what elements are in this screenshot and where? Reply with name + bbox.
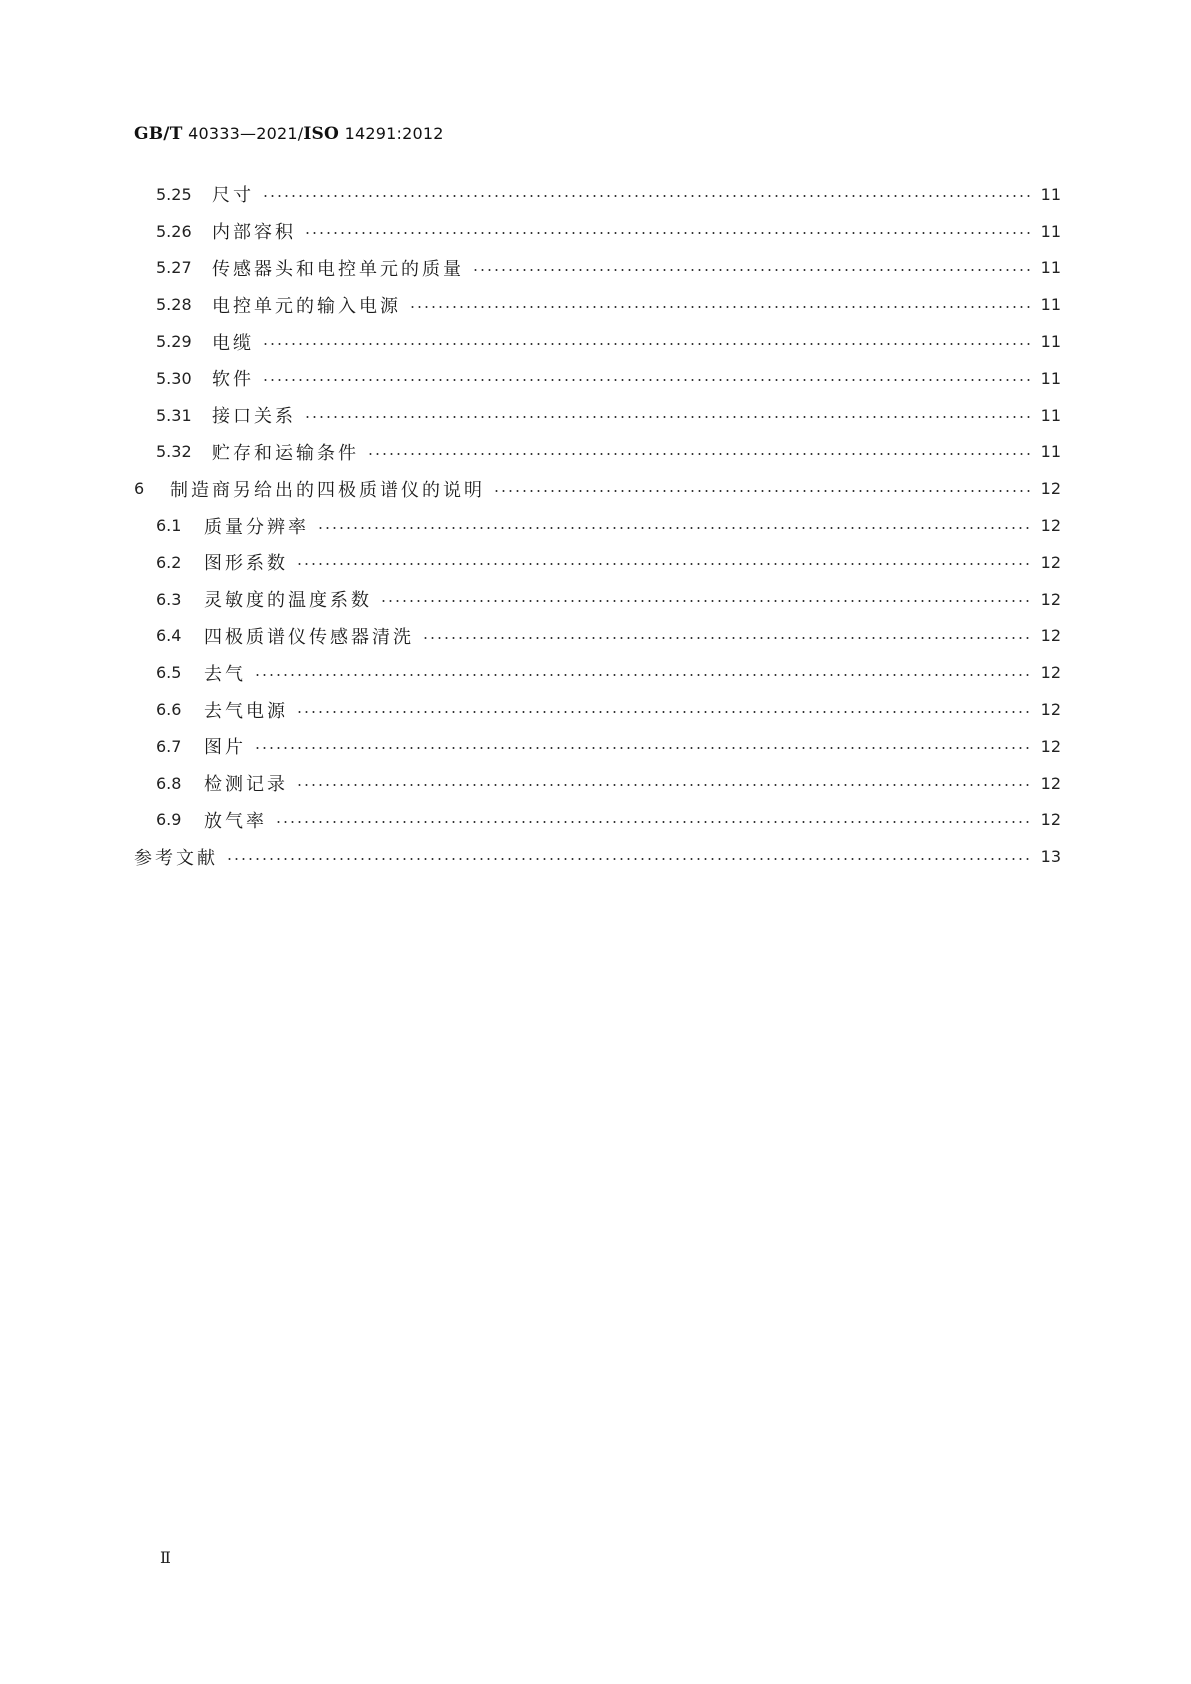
toc-entry-page: 12 (1040, 700, 1061, 720)
toc-entry-number: 5.29 (156, 332, 192, 352)
toc-entry[interactable] (134, 250, 1061, 287)
toc-entry-title: 尺寸 (212, 185, 254, 207)
toc-entry[interactable] (134, 323, 1061, 360)
leader-dots (380, 600, 1031, 602)
toc-entry-title: 电控单元的输入电源 (212, 295, 401, 317)
toc-entry-page: 12 (1040, 479, 1061, 499)
iso-number: 14291:2012 (344, 124, 444, 143)
toc-entry[interactable] (134, 618, 1061, 655)
toc-entry-number: 6.3 (156, 589, 182, 609)
toc-entry-page: 11 (1040, 295, 1061, 315)
leader-dots (422, 637, 1031, 639)
toc-chapter-entry[interactable] (134, 470, 1061, 507)
toc-entry-page: 12 (1040, 626, 1061, 646)
toc-entry-number: 6.4 (156, 626, 182, 646)
leader-dots (226, 858, 1031, 860)
table-of-contents (134, 176, 1061, 875)
toc-entry[interactable] (134, 507, 1061, 544)
toc-entry-page: 11 (1040, 258, 1061, 278)
toc-entry[interactable] (134, 691, 1061, 728)
toc-entry-number: 5.25 (156, 184, 192, 204)
leader-dots (296, 711, 1031, 713)
toc-entry-page: 11 (1040, 221, 1061, 241)
toc-references-entry[interactable] (134, 838, 1061, 875)
leader-dots (262, 379, 1031, 381)
toc-entry-page: 11 (1040, 184, 1061, 204)
leader-dots (254, 747, 1031, 749)
toc-entry[interactable] (134, 286, 1061, 323)
standard-prefix: GB/T (134, 124, 183, 144)
leader-dots (409, 306, 1031, 308)
toc-entry-title: 软件 (212, 369, 254, 391)
toc-entry-title: 参考文献 (134, 847, 218, 869)
toc-entry-title: 图形系数 (204, 553, 288, 575)
leader-dots (367, 453, 1031, 455)
leader-dots (493, 490, 1031, 492)
toc-entry[interactable] (134, 765, 1061, 802)
toc-entry-title: 图片 (204, 737, 246, 759)
toc-entry-title: 去气电源 (204, 700, 288, 722)
toc-entry-number: 5.26 (156, 221, 192, 241)
toc-entry-number: 6 (134, 479, 145, 499)
toc-entry-page: 11 (1040, 405, 1061, 425)
toc-entry[interactable] (134, 544, 1061, 581)
toc-entry-title: 检测记录 (204, 774, 288, 796)
toc-entry-title: 四极质谱仪传感器清洗 (204, 626, 414, 648)
document-header (134, 124, 444, 144)
toc-entry-number: 6.7 (156, 736, 182, 756)
toc-entry-number: 6.6 (156, 700, 182, 720)
toc-entry-title: 去气 (204, 663, 246, 685)
toc-entry-number: 5.28 (156, 295, 192, 315)
toc-entry[interactable] (134, 213, 1061, 250)
toc-entry-page: 11 (1040, 442, 1061, 462)
toc-entry-page: 12 (1040, 663, 1061, 683)
toc-entry-number: 6.1 (156, 516, 182, 536)
toc-entry-page: 12 (1040, 736, 1061, 756)
toc-entry-title: 传感器头和电控单元的质量 (212, 258, 464, 280)
toc-entry-title: 质量分辨率 (204, 516, 309, 538)
leader-dots (304, 232, 1031, 234)
toc-entry-page: 13 (1040, 847, 1061, 867)
toc-entry-page: 12 (1040, 773, 1061, 793)
toc-entry-number: 5.32 (156, 442, 192, 462)
toc-entry-number: 5.30 (156, 368, 192, 388)
leader-dots (296, 784, 1031, 786)
toc-entry[interactable] (134, 728, 1061, 765)
toc-entry-page: 12 (1040, 552, 1061, 572)
toc-entry[interactable] (134, 802, 1061, 839)
toc-entry-number: 6.5 (156, 663, 182, 683)
toc-entry-title: 制造商另给出的四极质谱仪的说明 (170, 479, 485, 501)
toc-entry-number: 6.8 (156, 773, 182, 793)
toc-entry[interactable] (134, 434, 1061, 471)
iso-prefix: ISO (303, 124, 340, 144)
toc-entry-title: 灵敏度的温度系数 (204, 590, 372, 612)
leader-dots (296, 563, 1031, 565)
toc-entry[interactable] (134, 581, 1061, 618)
toc-entry-number: 5.27 (156, 258, 192, 278)
toc-entry-page: 11 (1040, 368, 1061, 388)
toc-entry-page: 11 (1040, 332, 1061, 352)
toc-entry[interactable] (134, 654, 1061, 691)
leader-dots (472, 269, 1031, 271)
leader-dots (317, 527, 1031, 529)
toc-entry-title: 内部容积 (212, 222, 296, 244)
toc-entry-title: 贮存和运输条件 (212, 442, 359, 464)
toc-entry-page: 12 (1040, 516, 1061, 536)
leader-dots (275, 821, 1031, 823)
standard-number: 40333—2021/ (188, 124, 304, 143)
toc-entry[interactable] (134, 176, 1061, 213)
leader-dots (262, 195, 1031, 197)
toc-entry[interactable] (134, 360, 1061, 397)
toc-entry-title: 放气率 (204, 810, 267, 832)
toc-entry-number: 6.9 (156, 810, 182, 830)
leader-dots (304, 416, 1031, 418)
toc-entry-title: 接口关系 (212, 406, 296, 428)
page-number: Ⅱ (160, 1548, 171, 1567)
toc-entry-number: 6.2 (156, 552, 182, 572)
leader-dots (262, 343, 1031, 345)
toc-entry[interactable] (134, 397, 1061, 434)
toc-entry-number: 5.31 (156, 405, 192, 425)
leader-dots (254, 674, 1031, 676)
toc-entry-page: 12 (1040, 589, 1061, 609)
toc-entry-title: 电缆 (212, 332, 254, 354)
toc-entry-page: 12 (1040, 810, 1061, 830)
